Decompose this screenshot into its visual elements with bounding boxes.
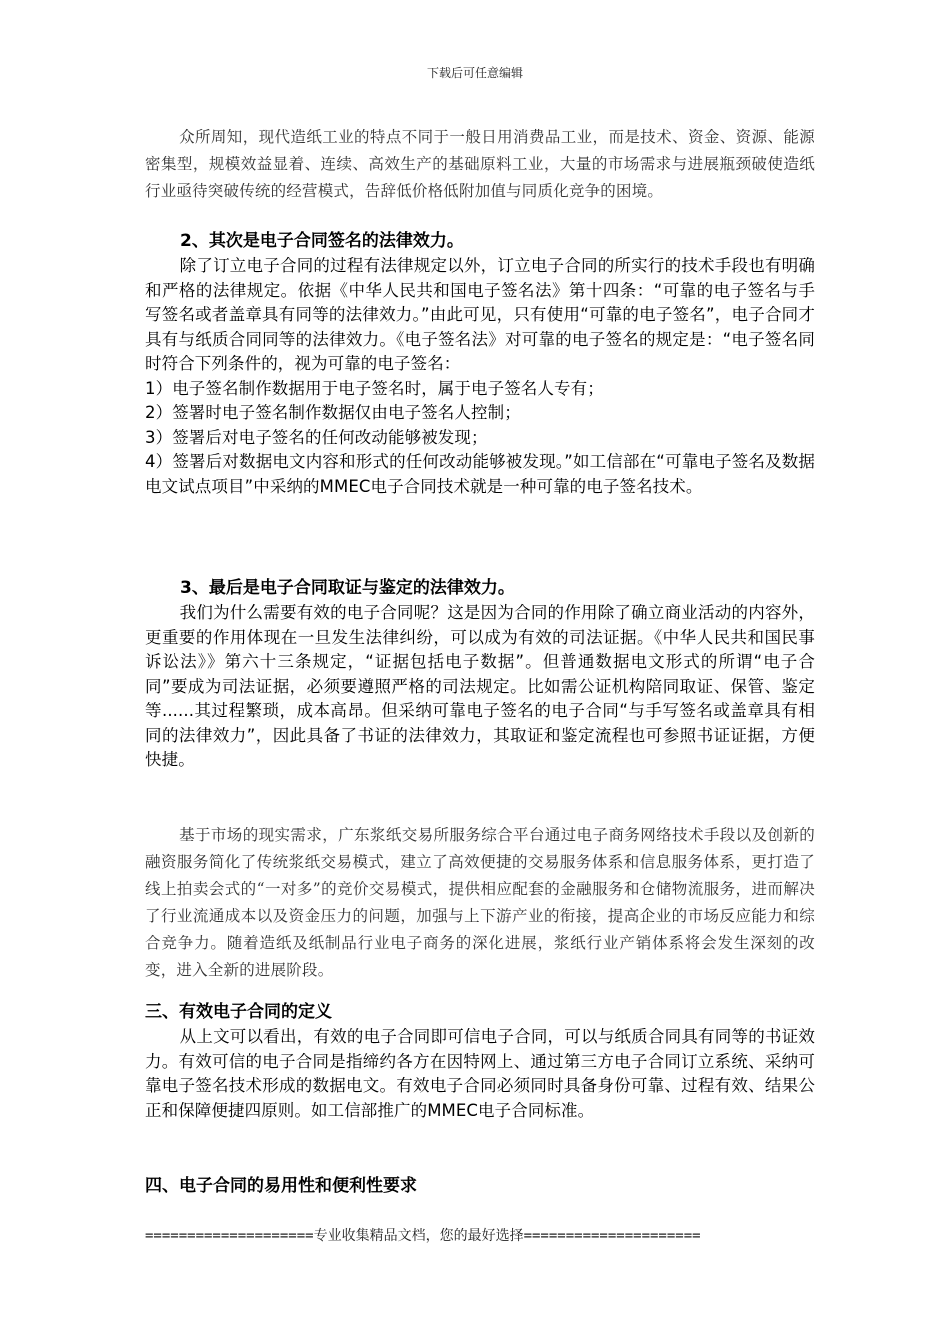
section-2-paragraph: 除了订立电子合同的过程有法律规定以外，订立电子合同的所实行的技术手段也有明确和严格的法律规定。依据《中华人民共和国电子签名法》第十四条：“可靠的电子签名与手写签名或者盖章具有同等的法律效力。”由此可见，只有使用“可靠的电子签名”，电子合同才具有与纸质合同同等的法律效力。《电子签名法》对可靠的电子签名的规定是：“电子签名同时符合下列条件的，视为可靠的电子签名： — [145, 256, 815, 373]
section-3-paragraph: 我们为什么需要有效的电子合同呢？这是因为合同的作用除了确立商业活动的内容外，更重要的作用体现在一旦发生法律纠纷，可以成为有效的司法证据。《中华人民共和国民事诉讼法》》第六十三条规定，“证据包括电子数据”。但普通数据电文形式的所谓“电子合同”要成为司法证据，必须要遵照严格的司法规定。比如需公证机构陪同取证、保管、鉴定等......其过程繁琐，成本高昂。但采纳可靠电子签名的电子合同“与手写签名或盖章具有相同的法律效力”，因此具备了书证的法律效力，其取证和鉴定流程也可参照书证证据，方便快捷。 — [145, 603, 815, 769]
page-header: 下载后可任意编辑 — [426, 66, 523, 80]
condition-3: 3）签署后对电子签名的任何改动能够被发现； — [145, 427, 488, 447]
section-2-heading: 2、其次是电子合同签名的法律效力。 — [180, 231, 464, 251]
market-paragraph: 基于市场的现实需求，广东浆纸交易所服务综合平台通过电子商务网络技术手段以及创新的融资服务简化了传统浆纸交易模式，建立了高效便捷的交易服务体系和信息服务体系，更打造了线上拍卖会式的“一对多”的竞价交易模式，提供相应配套的金融服务和仓储物流服务，进而解决了行业流通成本以及资金压力的问题，加强与上下游产业的衔接，提高企业的市场反应能力和综合竞争力。随着造纸及纸制品行业电子商务的深化进展，浆纸行业产销体系将会发生深刻的改变，进入全新的进展阶段。 — [145, 826, 815, 979]
condition-1: 1）电子签名制作数据用于电子签名时，属于电子签名人专有； — [145, 378, 604, 398]
condition-2: 2）签署时电子签名制作数据仅由电子签名人控制； — [145, 403, 521, 422]
section-2-body — [145, 254, 815, 499]
section-three-heading: 三、有效电子合同的定义 — [145, 1002, 332, 1022]
page-footer: ====================专业收集精品文档，您的最好选择===================== — [145, 1228, 701, 1244]
intro-paragraph: 众所周知，现代造纸工业的特点不同于一般日用消费品工业，而是技术、资金、资源、能源密集型，规模效益显着、连续、高效生产的基础原料工业，大量的市场需求与进展瓶颈破使造纸行业亟待突破传统的经营模式，告辞低价格低附加值与同质化竞争的困境。 — [145, 128, 815, 200]
section-3-heading: 3、最后是电子合同取证与鉴定的法律效力。 — [180, 578, 515, 598]
section-four-heading: 四、电子合同的易用性和便利性要求 — [145, 1176, 417, 1196]
section-three-paragraph: 从上文可以看出，有效的电子合同即可信电子合同，可以与纸质合同具有同等的书证效力。有效可信的电子合同是指缔约各方在因特网上、通过第三方电子合同订立系统、采纳可靠电子签名技术形成的数据电文。有效电子合同必须同时具备身份可靠、过程有效、结果公正和保障便捷四原则。如工信部推广的MMEC电子合同标准。 — [145, 1027, 815, 1120]
condition-4: 4）签署后对数据电文内容和形式的任何改动能够被发现。”如工信部在“可靠电子签名及数据电文试点项目”中采纳的MMEC电子合同技术就是一种可靠的电子签名技术。 — [145, 452, 815, 496]
section-three-body — [145, 1025, 815, 1123]
section-3-body — [145, 601, 815, 773]
